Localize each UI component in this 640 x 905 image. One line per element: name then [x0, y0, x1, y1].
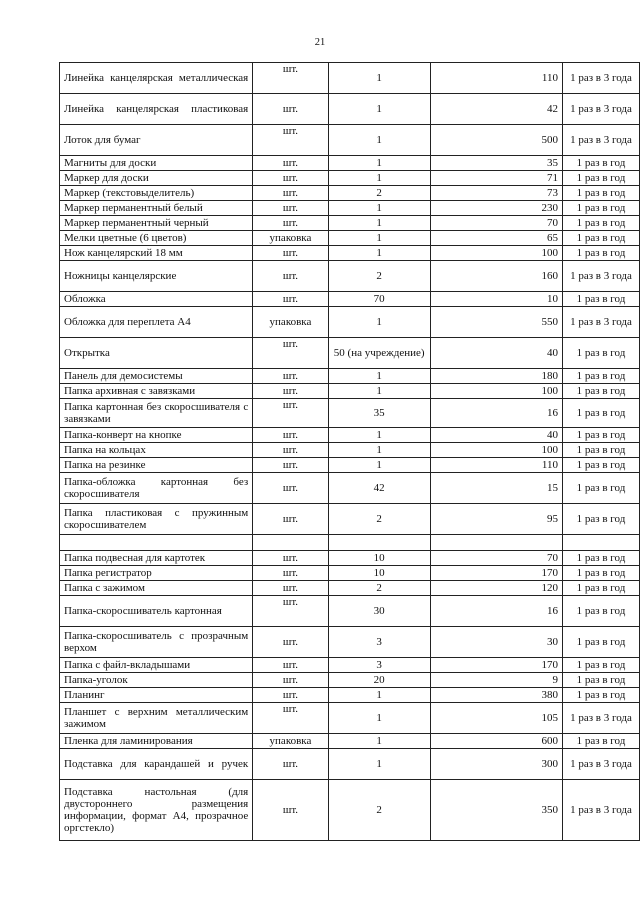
frequency-cell: 1 раз в год [562, 428, 639, 443]
table-row [60, 566, 640, 581]
quantity-cell: 1 [328, 216, 430, 231]
price-cell: 65 [430, 231, 562, 246]
quantity-cell: 1 [328, 458, 430, 473]
frequency-cell: 1 раз в год [562, 551, 639, 566]
price-cell: 95 [430, 504, 562, 535]
quantity-cell: 1 [328, 246, 430, 261]
price-cell: 16 [430, 596, 562, 627]
page-number: 21 [314, 37, 326, 48]
item-name-cell: Папка-уголок [60, 673, 253, 688]
frequency-cell: 1 раз в год [562, 581, 639, 596]
quantity-cell: 20 [328, 673, 430, 688]
frequency-cell: 1 раз в 3 года [562, 94, 639, 125]
item-name-cell: Линейка канцелярская пластиковая [60, 94, 253, 125]
unit-cell: шт. [253, 399, 328, 428]
quantity-cell: 1 [328, 734, 430, 749]
frequency-cell: 1 раз в год [562, 443, 639, 458]
unit-cell: шт. [253, 703, 328, 734]
unit-cell: шт. [253, 581, 328, 596]
price-cell [430, 535, 562, 551]
table-row [60, 63, 640, 94]
unit-cell: шт. [253, 428, 328, 443]
table-row [60, 535, 640, 551]
item-name-cell: Пленка для ламинирования [60, 734, 253, 749]
unit-cell: шт. [253, 246, 328, 261]
item-name-cell: Мелки цветные (6 цветов) [60, 231, 253, 246]
item-name-cell: Маркер перманентный черный [60, 216, 253, 231]
item-name-cell: Открытка [60, 338, 253, 369]
price-cell: 100 [430, 384, 562, 399]
quantity-cell: 2 [328, 504, 430, 535]
quantity-cell: 30 [328, 596, 430, 627]
item-name-cell: Папка с зажимом [60, 581, 253, 596]
unit-cell: шт. [253, 566, 328, 581]
item-name-cell: Ножницы канцелярские [60, 261, 253, 292]
table-row [60, 307, 640, 338]
unit-cell: упаковка [253, 734, 328, 749]
item-name-cell: Папка с файл-вкладышами [60, 658, 253, 673]
quantity-cell: 1 [328, 688, 430, 703]
unit-cell: шт. [253, 186, 328, 201]
table-row [60, 627, 640, 658]
item-name-cell: Папка-конверт на кнопке [60, 428, 253, 443]
frequency-cell: 1 раз в год [562, 156, 639, 171]
frequency-cell: 1 раз в год [562, 458, 639, 473]
frequency-cell: 1 раз в год [562, 688, 639, 703]
quantity-cell: 50 (на учреждение) [328, 338, 430, 369]
item-name-cell: Папка архивная с завязками [60, 384, 253, 399]
table-row [60, 551, 640, 566]
item-name-cell: Папка регистратор [60, 566, 253, 581]
frequency-cell: 1 раз в 3 года [562, 125, 639, 156]
price-cell: 120 [430, 581, 562, 596]
frequency-cell: 1 раз в год [562, 734, 639, 749]
item-name-cell: Магниты для доски [60, 156, 253, 171]
price-cell: 16 [430, 399, 562, 428]
quantity-cell: 1 [328, 201, 430, 216]
table-row [60, 338, 640, 369]
quantity-cell: 1 [328, 156, 430, 171]
frequency-cell: 1 раз в год [562, 338, 639, 369]
table-row [60, 399, 640, 428]
item-name-cell: Папка подвесная для картотек [60, 551, 253, 566]
quantity-cell: 1 [328, 703, 430, 734]
table-row [60, 125, 640, 156]
quantity-cell: 2 [328, 780, 430, 841]
quantity-cell: 70 [328, 292, 430, 307]
item-name-cell [60, 535, 253, 551]
price-cell: 105 [430, 703, 562, 734]
item-name-cell: Папка-обложка картонная без скоросшивателя [60, 473, 253, 504]
table-row [60, 673, 640, 688]
quantity-cell: 1 [328, 369, 430, 384]
frequency-cell: 1 раз в 3 года [562, 261, 639, 292]
item-name-cell: Обложка [60, 292, 253, 307]
unit-cell: шт. [253, 94, 328, 125]
price-cell: 160 [430, 261, 562, 292]
table-row [60, 596, 640, 627]
frequency-cell: 1 раз в год [562, 231, 639, 246]
unit-cell [253, 535, 328, 551]
unit-cell: шт. [253, 551, 328, 566]
price-cell: 180 [430, 369, 562, 384]
price-cell: 100 [430, 246, 562, 261]
table-row [60, 171, 640, 186]
frequency-cell: 1 раз в 3 года [562, 780, 639, 841]
unit-cell: шт. [253, 63, 328, 94]
table-row [60, 369, 640, 384]
table-row [60, 688, 640, 703]
quantity-cell: 10 [328, 551, 430, 566]
unit-cell: шт. [253, 688, 328, 703]
price-cell: 9 [430, 673, 562, 688]
item-name-cell: Папка пластиковая с пружинным скоросшивателем [60, 504, 253, 535]
item-name-cell: Папка на резинке [60, 458, 253, 473]
table-row [60, 384, 640, 399]
item-name-cell: Планинг [60, 688, 253, 703]
item-name-cell: Панель для демосистемы [60, 369, 253, 384]
frequency-cell: 1 раз в год [562, 504, 639, 535]
unit-cell: шт. [253, 201, 328, 216]
quantity-cell: 2 [328, 186, 430, 201]
quantity-cell: 1 [328, 384, 430, 399]
frequency-cell: 1 раз в год [562, 384, 639, 399]
frequency-cell: 1 раз в год [562, 201, 639, 216]
item-name-cell: Подставка настольная (для двустороннего размещения информации, формат А4, прозрачное оргстекло) [60, 780, 253, 841]
price-cell: 70 [430, 551, 562, 566]
price-cell: 350 [430, 780, 562, 841]
quantity-cell [328, 535, 430, 551]
quantity-cell: 3 [328, 627, 430, 658]
quantity-cell: 1 [328, 231, 430, 246]
unit-cell: шт. [253, 749, 328, 780]
price-cell: 110 [430, 458, 562, 473]
quantity-cell: 1 [328, 125, 430, 156]
frequency-cell: 1 раз в год [562, 369, 639, 384]
unit-cell: шт. [253, 384, 328, 399]
table-row [60, 216, 640, 231]
quantity-cell: 2 [328, 261, 430, 292]
unit-cell: шт. [253, 673, 328, 688]
unit-cell: шт. [253, 596, 328, 627]
quantity-cell: 42 [328, 473, 430, 504]
unit-cell: шт. [253, 780, 328, 841]
frequency-cell: 1 раз в год [562, 473, 639, 504]
frequency-cell: 1 раз в 3 года [562, 307, 639, 338]
price-cell: 600 [430, 734, 562, 749]
frequency-cell: 1 раз в год [562, 399, 639, 428]
price-cell: 40 [430, 338, 562, 369]
item-name-cell: Папка на кольцах [60, 443, 253, 458]
item-name-cell: Подставка для карандашей и ручек [60, 749, 253, 780]
quantity-cell: 1 [328, 94, 430, 125]
unit-cell: шт. [253, 171, 328, 186]
unit-cell: шт. [253, 369, 328, 384]
price-cell: 35 [430, 156, 562, 171]
table-row [60, 473, 640, 504]
frequency-cell: 1 раз в 3 года [562, 703, 639, 734]
price-cell: 500 [430, 125, 562, 156]
price-cell: 380 [430, 688, 562, 703]
price-cell: 100 [430, 443, 562, 458]
quantity-cell: 35 [328, 399, 430, 428]
unit-cell: шт. [253, 292, 328, 307]
table-row [60, 156, 640, 171]
table-row [60, 443, 640, 458]
price-cell: 15 [430, 473, 562, 504]
table-row [60, 458, 640, 473]
table-row [60, 658, 640, 673]
unit-cell: упаковка [253, 231, 328, 246]
table-row [60, 246, 640, 261]
table-row [60, 186, 640, 201]
price-cell: 170 [430, 658, 562, 673]
unit-cell: шт. [253, 261, 328, 292]
price-cell: 230 [430, 201, 562, 216]
supplies-table-body [60, 63, 640, 841]
unit-cell: шт. [253, 458, 328, 473]
table-row [60, 780, 640, 841]
table-row [60, 231, 640, 246]
table-row [60, 201, 640, 216]
frequency-cell: 1 раз в год [562, 596, 639, 627]
quantity-cell: 2 [328, 581, 430, 596]
item-name-cell: Нож канцелярский 18 мм [60, 246, 253, 261]
item-name-cell: Папка картонная без скоросшивателя с завязками [60, 399, 253, 428]
item-name-cell: Планшет с верхним металлическим зажимом [60, 703, 253, 734]
unit-cell: шт. [253, 658, 328, 673]
unit-cell: шт. [253, 504, 328, 535]
table-row [60, 504, 640, 535]
frequency-cell: 1 раз в 3 года [562, 63, 639, 94]
table-row [60, 428, 640, 443]
item-name-cell: Маркер (текстовыделитель) [60, 186, 253, 201]
table-row [60, 749, 640, 780]
table-row [60, 261, 640, 292]
table-row [60, 734, 640, 749]
item-name-cell: Папка-скоросшиватель картонная [60, 596, 253, 627]
frequency-cell: 1 раз в год [562, 658, 639, 673]
price-cell: 42 [430, 94, 562, 125]
quantity-cell: 10 [328, 566, 430, 581]
quantity-cell: 1 [328, 307, 430, 338]
price-cell: 550 [430, 307, 562, 338]
item-name-cell: Обложка для переплета А4 [60, 307, 253, 338]
price-cell: 30 [430, 627, 562, 658]
quantity-cell: 1 [328, 428, 430, 443]
quantity-cell: 1 [328, 443, 430, 458]
quantity-cell: 1 [328, 171, 430, 186]
unit-cell: шт. [253, 443, 328, 458]
table-row [60, 703, 640, 734]
frequency-cell: 1 раз в год [562, 627, 639, 658]
item-name-cell: Лоток для бумаг [60, 125, 253, 156]
quantity-cell: 1 [328, 749, 430, 780]
item-name-cell: Линейка канцелярская металлическая [60, 63, 253, 94]
unit-cell: шт. [253, 125, 328, 156]
frequency-cell: 1 раз в год [562, 673, 639, 688]
price-cell: 70 [430, 216, 562, 231]
unit-cell: шт. [253, 627, 328, 658]
price-cell: 300 [430, 749, 562, 780]
price-cell: 110 [430, 63, 562, 94]
price-cell: 170 [430, 566, 562, 581]
frequency-cell: 1 раз в год [562, 186, 639, 201]
unit-cell: шт. [253, 338, 328, 369]
unit-cell: шт. [253, 473, 328, 504]
table-row [60, 292, 640, 307]
table-row [60, 94, 640, 125]
unit-cell: упаковка [253, 307, 328, 338]
item-name-cell: Маркер для доски [60, 171, 253, 186]
price-cell: 40 [430, 428, 562, 443]
frequency-cell: 1 раз в год [562, 171, 639, 186]
price-cell: 10 [430, 292, 562, 307]
item-name-cell: Маркер перманентный белый [60, 201, 253, 216]
price-cell: 71 [430, 171, 562, 186]
frequency-cell: 1 раз в год [562, 216, 639, 231]
price-cell: 73 [430, 186, 562, 201]
frequency-cell: 1 раз в год [562, 246, 639, 261]
frequency-cell [562, 535, 639, 551]
frequency-cell: 1 раз в 3 года [562, 749, 639, 780]
item-name-cell: Папка-скоросшиватель с прозрачным верхом [60, 627, 253, 658]
table-row [60, 581, 640, 596]
frequency-cell: 1 раз в год [562, 292, 639, 307]
frequency-cell: 1 раз в год [562, 566, 639, 581]
quantity-cell: 1 [328, 63, 430, 94]
unit-cell: шт. [253, 156, 328, 171]
unit-cell: шт. [253, 216, 328, 231]
quantity-cell: 3 [328, 658, 430, 673]
supplies-table [59, 62, 640, 841]
